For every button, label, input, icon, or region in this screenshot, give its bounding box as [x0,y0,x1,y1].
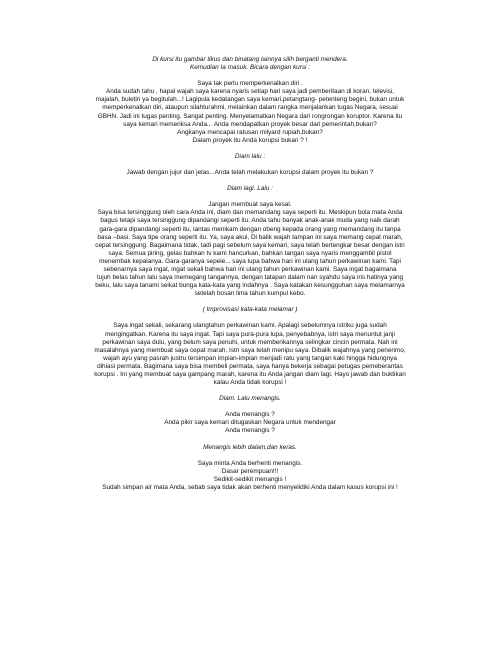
dialogue-line: Anda menangis ? [225,427,275,435]
dialogue-line: menembak kepalanya. Gara-garanya sepele... saya lupa bahwa hari ini ulang tahun perkawinan kami. Tapi [99,257,401,265]
stage-direction: Diam lagi. Lalu : [227,185,273,193]
stage-direction: ( Improvisasi kata-kata melamar ) [202,306,298,314]
dialogue-line: wajah ayu yang pasrah justru tersimpan impian-impian menjadi ratu yang tangan kaki hingga hidungnya [103,354,397,362]
dialogue-line: Dasar perempuan!!! [221,467,279,475]
intro-line: Kemudian Ia masuk. Bicara dengan kursi : [189,64,311,72]
dialogue-line: GBHN. Jadi ini tugas penting. Sangat penting. Menyelamatkan Negara dari rongrongan koruptor. Karena itu [97,112,403,120]
dialogue-line: setelah bosan lima tahun kumpul kebo. [194,290,306,298]
dialogue-line: Saya tak perlu memperkenalkan diri . [197,80,303,88]
dialogue-line: Sedikit-sedikit menangis ! [213,475,287,483]
dialogue-line: bagus tetapi saya tersinggung dipandangi seperti itu. Anda tahu banyak anak-anak muda yang naik darah [100,217,400,225]
stage-direction: Diam. Lalu menangis. [219,395,281,403]
script-body [62,56,438,492]
dialogue-line: Saya bisa tersinggung oleh cara Anda ini, diam dan memandang saya seperti itu. Meskipun bola mata Anda [97,209,403,217]
dialogue-line: memperkenalkan diri, ataupun silahturahmi, melainkan dalam rangka menjalankan tugas Negara, sesuai [102,104,398,112]
dialogue-line: majalah, buletin ya begitulah...! Lagipula kedatangan saya kemari,petangtang- petenteng begini, bukan untuk [95,96,405,104]
stage-direction: Menangis lebih dalam,dan keras. [203,443,297,451]
dialogue-line: kalau Anda tidak korupsi ! [213,379,287,387]
dialogue-line: korupsi . Ini yang membuat saya gampang marah, karena itu Anda jangan diam lagi. Hayo jawab dan buktikan [94,371,406,378]
dialogue-line: Jangan membuat saya kesal. [208,201,292,209]
dialogue-line: Anda menangis ? [225,411,275,419]
dialogue-line: Anda pikir saya kemari ditugaskan Negara untuk mendengar [164,419,336,427]
dialogue-line: beku, lalu saya tanami seikat bunga kata-kata yang indahnya . Saya katakan kesungguhan saya melamarnya [95,282,405,290]
dialogue-line: masalahnya yang membuat saya cepat marah. Istri saya telah menipu saya. Dibalik wajahnya yang penerimo, [94,346,406,354]
dialogue-line: cepat tersinggung. Bagaimana tidak, tadi pagi sebelum saya kemari, saya telah bertengkar besar dengan istri [95,241,405,249]
dialogue-line: saya. Semua piring, gelas bahkan tv kami hancurkan, bahkan tangan saya nyaris menggambil pistol [108,249,392,257]
dialogue-line: basa –basi. Saya tipe orang seperti itu. Ya, saya akui, Di balik wajah tampan ini saya memang cepat marah, [97,233,403,241]
dialogue-line: Sudah simpan air mata Anda, sebab saya tidak akan berhenti menyelidiki Anda dalam kasus korupsi ini ! [102,483,398,491]
dialogue-line: Anda sudah tahu , hapal wajah saya karena nyaris setiap hari saya jadi pemberitaan di koran, televisi, [105,88,395,96]
dialogue-line: sebenarnya saya ingat, ingat sekali bahwa hari ini ulang tahun perkawinan kami. Saya ingat bagaimana [103,265,397,273]
dialogue-line: Saya minta Anda berhenti menangis. [197,459,303,467]
dialogue-line: tujuh belas tahun lalu saya memegang tangannya, dengan tatapan dalam nan syahdu saya iris hatinya yang [96,274,404,282]
dialogue-line: dihiasi permata. Bagimana saya bisa membeli permata, saya hanya bekerja sebagai petugas pemeberantas [97,362,403,370]
dialogue-line: saya kemari memeriksa Anda... Anda mendapatkan proyek besar dari pemerintah,bukan? [123,120,377,128]
dialogue-line: gara-gara dipandangi seperti itu, lantas menikam dengan obeng kepada orang yang memandang itu tanpa [99,225,401,233]
intro-line: Di kursi itu gambar tikus dan binatang lainnya silih berganti mendera. [152,56,348,63]
stage-direction: Diam lalu : [234,152,266,160]
dialogue-line: Jawab dengan jujur dan jelas...Anda telah melakukan korupsi dalam proyek itu bukan ? [126,169,374,177]
dialogue-line: Saya ingat sekali, sekarang ulangtahun perkawinan kami. Apalagi sebelumnya istriku juga sudah [113,322,387,330]
dialogue-line: perkawinan saya dulu, yang belum saya penuhi, untuk memberikannya selingkar cincin permata. Nah ini [102,338,398,346]
dialogue-line: Angkanya mencapai ratusan milyard rupiah,bukan? [177,128,323,136]
dialogue-line: Dalam proyek itu Anda korupsi bukan ? ! [192,136,308,144]
dialogue-line: mengingatkan. Karena itu saya ingat. Tapi saya pura-pura lupa, penyebabnya, istri saya menuntut janji [105,330,395,338]
